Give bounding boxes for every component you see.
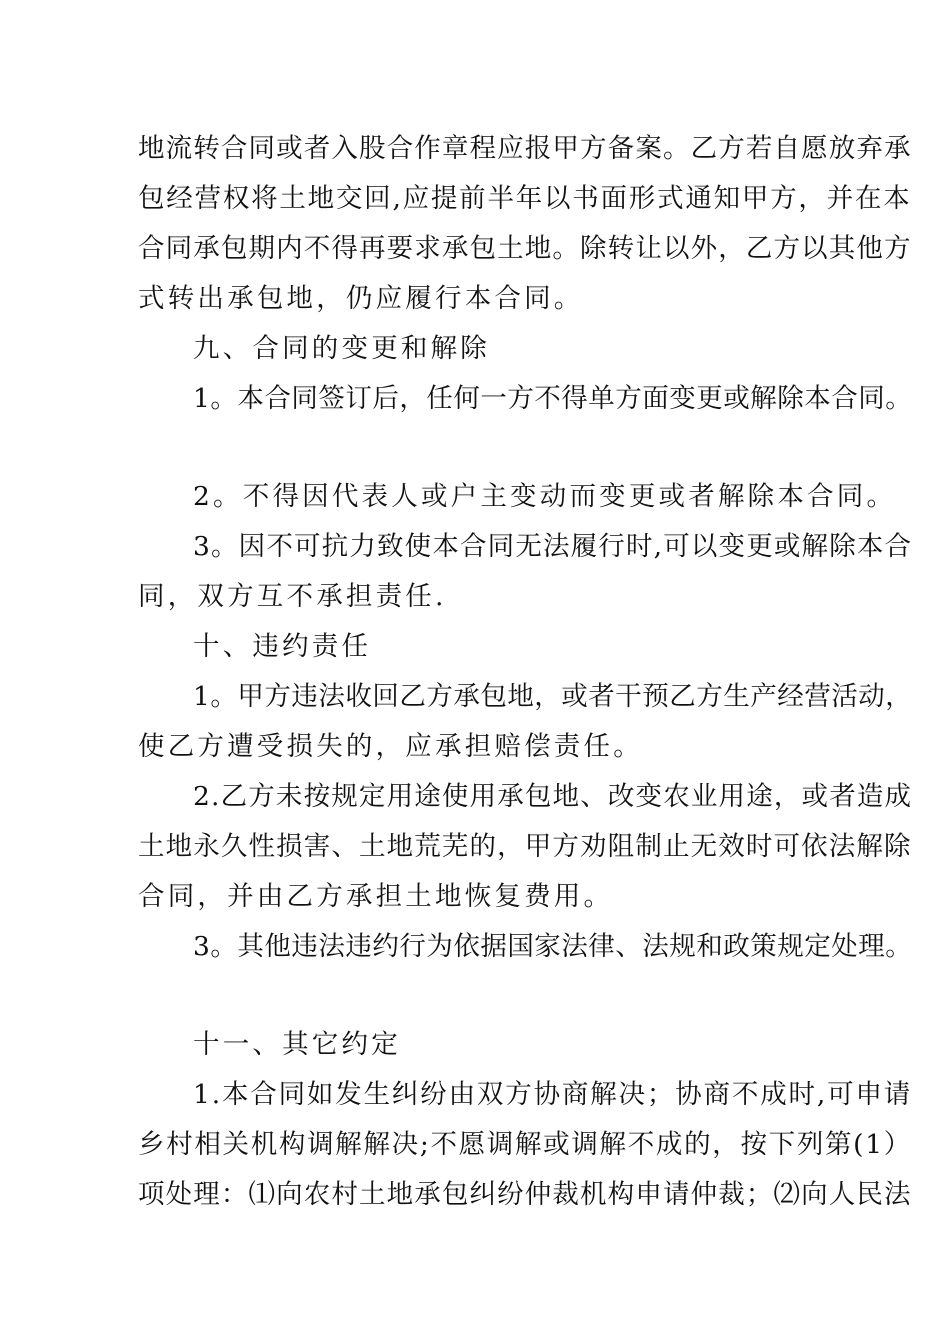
clause: 1。本合同签订后，任何一方不得单方面变更或解除本合同。 (193, 383, 913, 414)
section-heading: 十一、其它约定 (193, 1029, 401, 1060)
text-line: 合同，并由乙方承担土地恢复费用。 (138, 881, 614, 912)
text-line: 式转出承包地，仍应履行本合同。 (138, 283, 584, 314)
clause: 1.本合同如发生纠纷由双方协商解决；协商不成时,可申请 (193, 1079, 913, 1110)
clause: 1。甲方违法收回乙方承包地，或者干预乙方生产经营活动， (193, 681, 913, 712)
text-line: 使乙方遭受损失的，应承担赔偿责任。 (138, 731, 643, 762)
text-line: 包经营权将土地交回,应提前半年以书面形式通知甲方，并在本 (138, 183, 912, 214)
text-line: 乡村相关机构调解解决;不愿调解或调解不成的，按下列第(1） (138, 1129, 912, 1160)
text-line: 合同承包期内不得再要求承包土地。除转让以外，乙方以其他方 (138, 233, 912, 264)
section-heading: 十、违约责任 (193, 631, 372, 662)
clause: 2。不得因代表人或户主变动而变更或者解除本合同。 (193, 481, 897, 512)
text-line: 项处理：⑴向农村土地承包纠纷仲裁机构申请仲裁；⑵向人民法 (138, 1179, 912, 1210)
clause: 3。其他违法违约行为依据国家法律、法规和政策规定处理。 (193, 931, 913, 962)
clause: 3。因不可抗力致使本合同无法履行时,可以变更或解除本合 (193, 531, 913, 562)
clause: 2.乙方未按规定用途使用承包地、改变农业用途，或者造成 (193, 781, 913, 812)
text-line: 土地永久性损害、土地荒芜的，甲方劝阻制止无效时可依法解除 (138, 831, 912, 862)
text-line: 地流转合同或者入股合作章程应报甲方备案。乙方若自愿放弃承 (138, 133, 912, 164)
section-heading: 九、合同的变更和解除 (193, 333, 490, 364)
text-line: 同，双方互不承担责任. (138, 581, 447, 612)
